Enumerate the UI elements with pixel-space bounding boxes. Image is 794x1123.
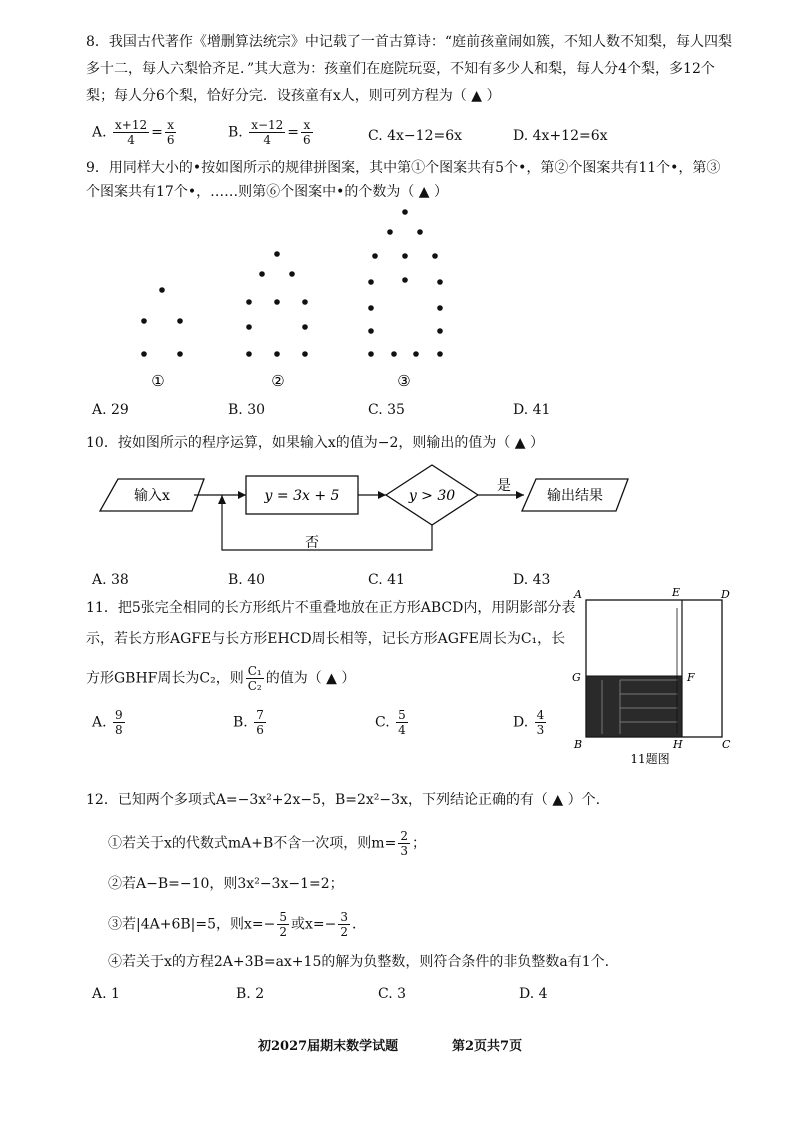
figure-caption: 11题图 [630,752,670,766]
pattern-3-dot [437,328,443,334]
q8-option-c: C. 4x−12=6x [368,128,463,144]
pattern-3-dot [437,351,443,357]
q8-option-b: B. $\frac{x-12}{4}$ = $\frac{x}{6}$ [228,118,311,147]
pattern-3-dot [432,253,438,259]
pattern-3-dot [413,351,419,357]
q12-statement-2: ②若A−B=−10，则3x²−3x−1=2； [108,876,344,892]
q12-option-d: D. 4 [519,986,548,1002]
q12-option-c: C. 3 [378,986,407,1002]
footer-title: 初2027届期末数学试题 [258,1039,399,1054]
q11-line2: 示，若长方形AGFE与长方形EHCD周长相等，记长方形AGFE周长为C₁，长 [86,631,566,647]
q12-statement-4: ④若关于x的方程2A+3B=ax+15的解为负整数，则符合条件的非负整数a有1个. [108,954,610,970]
flow-yes-label: 是 [497,478,511,494]
q9-dot-patterns [0,190,794,430]
q10-flowchart [0,460,794,560]
q8-option-a: A. $\frac{x+12}{4}$ = $\frac{x}{6}$ [92,118,175,147]
pattern-2-dot [302,351,308,357]
pattern-2-dot [259,271,265,277]
q9-line2: 个图案共有17个•，……则第⑥个图案中•的个数为（ ▲ ） [86,184,448,200]
q11-line1: 11．把5张完全相同的长方形纸片不重叠地放在正方形ABCD内，用阴影部分表 [86,600,576,616]
q11-figure [566,584,766,774]
q9-option-a: A. 29 [92,402,129,418]
label-a: A [574,588,582,601]
pattern-1-dot [177,351,183,357]
q9-fig-label-1: ① [151,372,165,390]
pattern-2-dot [274,351,280,357]
q10-option-a: A. 38 [92,572,129,588]
pattern-1-dot [141,351,147,357]
pattern-1-dot [159,287,165,293]
pattern-2-dot [246,299,252,305]
pattern-3-dot [391,351,397,357]
flow-condition-text: y > 30 [408,488,456,504]
q9-option-c: C. 35 [368,402,405,418]
q12-statement-3: ③若|4A+6B|=5，则x=− $\frac{5}{2}$ 或x=− $\frac{3}{2}$ ． [108,910,367,939]
label-c: C [722,738,731,751]
q12-statement-1: ①若关于x的代数式mA+B不含一次项，则m= $\frac{2}{3}$ ； [108,829,426,858]
q9-option-d: D. 41 [513,402,551,418]
q12-line1: 12．已知两个多项式A=−3x²+2x−5，B=2x²−3x，下列结论正确的有（ ▲ ）个. [86,792,601,808]
q9-option-b: B. 30 [228,402,266,418]
q12-option-b: B. 2 [236,986,265,1002]
label-h: H [673,738,683,751]
pattern-2-dot [289,271,295,277]
ratio-fraction: $\frac{\text{C₁}}{\text{C₂}}$ [247,664,262,693]
q8-line3: 梨；每人分6个梨，恰好分完．设孩童有x人，则可列方程为（ ▲ ） [86,88,501,104]
q12-option-a: A. 1 [92,986,120,1002]
pattern-3-dot [437,305,443,311]
label-f: F [687,671,695,684]
pattern-2-dot [274,251,280,257]
pattern-3-dot [372,253,378,259]
pattern-2-dot [246,351,252,357]
flow-output-text: 输出结果 [547,488,603,504]
q11-option-d: D. $\frac{4}{3}$ [513,708,545,737]
q11-option-a: A. $\frac{9}{8}$ [92,708,123,737]
label-b: B [574,738,583,751]
pattern-3-dot [368,279,374,285]
q9-line1: 9．用同样大小的•按如图所示的规律拼图案，其中第①个图案共有5个•，第②个图案共有11个•，第③ [86,160,721,176]
label-g: G [572,671,581,684]
footer-page: 第2页共7页 [452,1039,523,1054]
shaded-region [586,676,682,737]
flow-no-label: 否 [305,535,319,551]
pattern-3-dot [368,351,374,357]
pattern-2-dot [274,299,280,305]
pattern-3-dot [368,328,374,334]
label-d: D [721,588,730,601]
flow-formula-text: y = 3x + 5 [264,488,340,504]
pattern-2-dot [302,324,308,330]
pattern-3-dot [402,253,408,259]
label-e: E [672,586,681,599]
q8-option-d: D. 4x+12=6x [513,128,608,144]
q8-line2: 多十二，每人六梨恰齐足．”其大意为：孩童们在庭院玩耍，不知有多少人和梨，每人分4个梨，多12个 [86,61,715,77]
pattern-1-dot [177,318,183,324]
q10-line1: 10．按如图所示的程序运算，如果输入x的值为−2，则输出的值为（ ▲ ） [86,435,545,451]
q9-fig-label-2: ② [271,372,285,390]
pattern-3-dot [402,209,408,215]
flow-input-text: 输入x [134,488,170,504]
q11-option-b: B. $\frac{7}{6}$ [233,708,264,737]
option-letter: B. [228,124,243,141]
pattern-2-dot [302,299,308,305]
fraction: $\frac{x-12}{4}$ [251,118,284,147]
pattern-3-dot [437,279,443,285]
q11-line3: 方形GBHF周长为C₂，则 $\frac{\text{C₁}}{\text{C₂}}$ 的值为（ ▲ ） [86,664,356,693]
pattern-1-dot [141,318,147,324]
pattern-3-dot [368,305,374,311]
fraction: $\frac{x+12}{4}$ [115,118,148,147]
option-letter: A. [92,124,107,141]
q11-option-c: C. $\frac{5}{4}$ [375,708,406,737]
q10-option-d: D. 43 [513,572,551,588]
pattern-3-dot [387,229,393,235]
q10-option-b: B. 40 [228,572,266,588]
q8-line1: 8．我国古代著作《增删算法统宗》中记载了一首古算诗：“庭前孩童闹如簇，不知人数不知梨，每人四梨 [86,34,733,50]
q10-option-c: C. 41 [368,572,405,588]
pattern-3-dot [417,229,423,235]
q9-fig-label-3: ③ [397,372,411,390]
pattern-2-dot [246,324,252,330]
pattern-3-dot [402,277,408,283]
